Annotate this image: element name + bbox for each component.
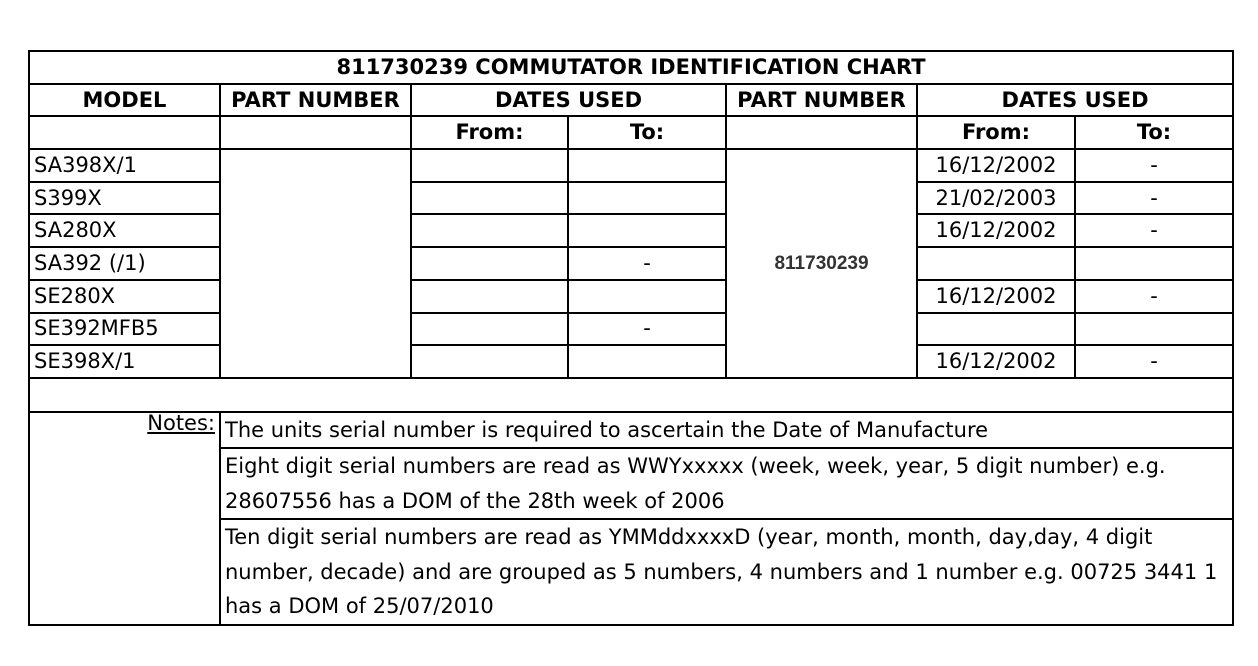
subheader-blank-part-2 <box>726 116 917 149</box>
header-model: MODEL <box>29 84 220 117</box>
spacer-row <box>29 378 1233 412</box>
to-1-cell <box>568 345 726 378</box>
from-2-cell: 21/02/2003 <box>917 182 1075 215</box>
note-item: The units serial number is required to ascertain the Date of Manufacture <box>220 412 1233 449</box>
to-1-cell <box>568 280 726 313</box>
notes-label-cell <box>29 412 220 625</box>
from-2-cell <box>917 313 1075 346</box>
to-1-cell <box>568 214 726 247</box>
table-row <box>29 247 1233 280</box>
model-cell: SA280X <box>29 214 220 247</box>
subheader-from-1: From: <box>411 116 568 149</box>
from-1-cell <box>411 149 568 182</box>
header-part-number-2: PART NUMBER <box>726 84 917 117</box>
model-cell: S399X <box>29 182 220 215</box>
subheader-from-2: From: <box>917 116 1075 149</box>
notes-row <box>29 412 1233 449</box>
part-number-2-cell: 811730239 <box>726 149 917 378</box>
subheader-blank-part <box>220 116 411 149</box>
subheader-row <box>29 116 1233 149</box>
from-1-cell <box>411 313 568 346</box>
to-1-cell: - <box>568 247 726 280</box>
header-dates-used-2: DATES USED <box>917 84 1233 117</box>
to-2-cell <box>1075 313 1233 346</box>
table-row <box>29 345 1233 378</box>
to-1-cell <box>568 149 726 182</box>
to-2-cell: - <box>1075 149 1233 182</box>
from-2-cell: 16/12/2002 <box>917 345 1075 378</box>
from-1-cell <box>411 345 568 378</box>
table-row <box>29 182 1233 215</box>
spacer-cell <box>29 378 1233 412</box>
from-2-cell: 16/12/2002 <box>917 214 1075 247</box>
model-cell: SE280X <box>29 280 220 313</box>
model-cell: SE392MFB5 <box>29 313 220 346</box>
from-2-cell: 16/12/2002 <box>917 280 1075 313</box>
header-dates-used-1: DATES USED <box>411 84 726 117</box>
note-item: Eight digit serial numbers are read as WWYxxxxx (week, week, year, 5 digit number) e.g. 28607556 has a DOM of the 28th week of 2006 <box>220 448 1233 519</box>
from-2-cell: 16/12/2002 <box>917 149 1075 182</box>
table-row <box>29 313 1233 346</box>
header-row <box>29 84 1233 117</box>
to-2-cell <box>1075 247 1233 280</box>
model-cell: SE398X/1 <box>29 345 220 378</box>
to-2-cell: - <box>1075 182 1233 215</box>
table-row <box>29 280 1233 313</box>
to-2-cell: - <box>1075 345 1233 378</box>
to-2-cell: - <box>1075 214 1233 247</box>
title-row <box>29 51 1233 84</box>
header-part-number-1: PART NUMBER <box>220 84 411 117</box>
model-cell: SA392 (/1) <box>29 247 220 280</box>
subheader-to-1: To: <box>568 116 726 149</box>
table-row <box>29 214 1233 247</box>
to-2-cell: - <box>1075 280 1233 313</box>
from-1-cell <box>411 247 568 280</box>
note-item: Ten digit serial numbers are read as YMMddxxxxD (year, month, month, day,day, 4 digit number, decade) and are grouped as 5 numbers, 4 numbers and 1 number e.g. 00725 3441 1 has a DOM of 25/07/2010 <box>220 519 1233 625</box>
notes-label: Notes: <box>147 411 215 435</box>
from-1-cell <box>411 280 568 313</box>
chart-title: 811730239 COMMUTATOR IDENTIFICATION CHART <box>29 51 1233 84</box>
subheader-blank-model <box>29 116 220 149</box>
subheader-to-2: To: <box>1075 116 1233 149</box>
commutator-identification-chart <box>28 50 1234 626</box>
table-row <box>29 149 1233 182</box>
from-1-cell <box>411 214 568 247</box>
from-1-cell <box>411 182 568 215</box>
part-number-1-cell <box>220 149 411 378</box>
to-1-cell <box>568 182 726 215</box>
from-2-cell <box>917 247 1075 280</box>
to-1-cell: - <box>568 313 726 346</box>
model-cell: SA398X/1 <box>29 149 220 182</box>
